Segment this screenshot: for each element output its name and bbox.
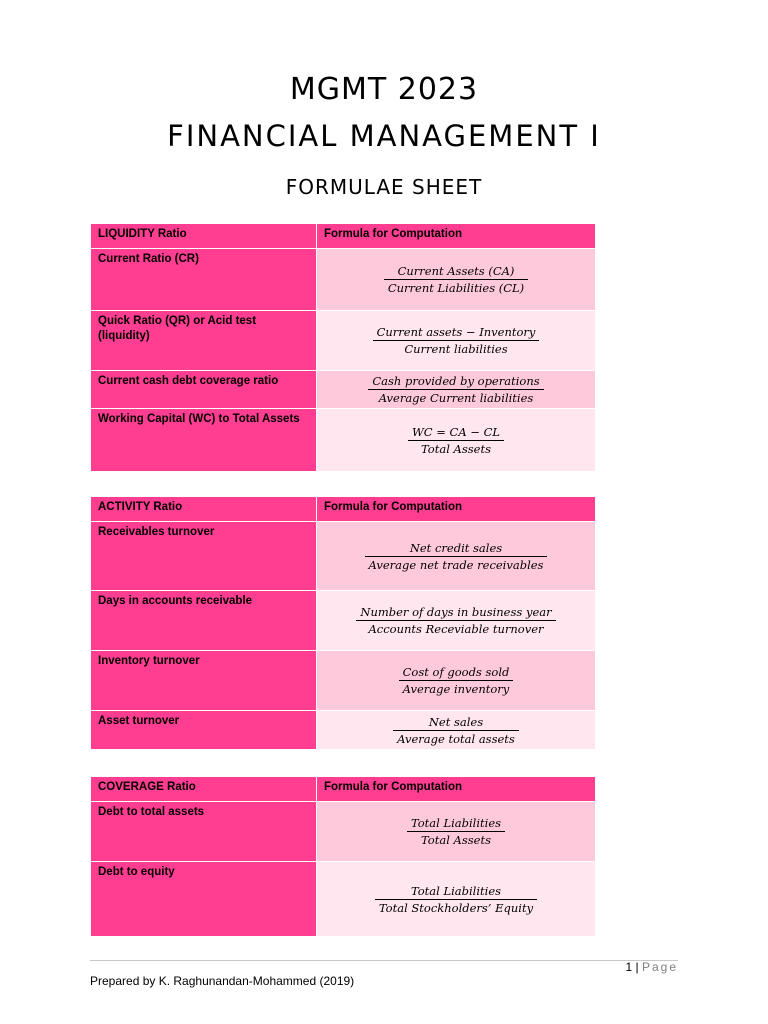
formula — [407, 816, 505, 847]
header-formula: Formula for Computation — [317, 497, 596, 522]
table-row — [91, 862, 596, 937]
formula-cell — [317, 802, 596, 862]
formula-denominator: Total Assets — [421, 833, 491, 847]
prepared-by: Prepared by K. Raghunandan-Mohammed (2019) — [90, 974, 355, 988]
formula — [393, 715, 519, 746]
table-row — [91, 651, 596, 711]
ratio-name: Debt to equity — [91, 862, 317, 937]
table-row — [91, 711, 596, 750]
table-row — [91, 409, 596, 472]
table-row — [91, 802, 596, 862]
formula-cell — [317, 591, 596, 651]
table-row — [91, 311, 596, 371]
formula-denominator: Average inventory — [402, 682, 510, 696]
table-header-row — [91, 777, 596, 802]
table-row — [91, 522, 596, 591]
formula-denominator: Average total assets — [397, 731, 515, 746]
formula — [384, 264, 528, 295]
formula-cell — [317, 249, 596, 311]
formula-denominator: Average Current liabilities — [378, 391, 534, 405]
table-row — [91, 371, 596, 409]
formula-numerator: Current Assets (CA) — [384, 264, 528, 280]
ratio-name: Current Ratio (CR) — [91, 249, 317, 311]
table-row — [91, 591, 596, 651]
formula-cell — [317, 409, 596, 472]
ratio-name: Receivables turnover — [91, 522, 317, 591]
footer-divider — [90, 960, 678, 961]
formula-numerator: Cost of goods sold — [399, 665, 514, 681]
header-formula: Formula for Computation — [317, 777, 596, 802]
table-header-row — [91, 224, 596, 249]
ratio-name: Debt to total assets — [91, 802, 317, 862]
formula — [375, 884, 537, 915]
table-header-row — [91, 497, 596, 522]
header-ratio: ACTIVITY Ratio — [91, 497, 317, 522]
table-row — [91, 249, 596, 311]
ratio-name: Asset turnover — [91, 711, 317, 750]
header-formula: Formula for Computation — [317, 224, 596, 249]
page-number — [612, 960, 678, 974]
course-title: FINANCIAL MANAGEMENT I — [167, 119, 601, 153]
formula-numerator: Total Liabilities — [407, 816, 505, 832]
ratio-name: Inventory turnover — [91, 651, 317, 711]
liquidity-table — [90, 223, 596, 472]
page-number-value: 1 — [625, 960, 633, 974]
formula-cell — [317, 311, 596, 371]
formula — [368, 374, 543, 405]
formula-numerator: Net sales — [393, 715, 519, 731]
formula-denominator: Current liabilities — [404, 342, 508, 356]
formula — [399, 665, 514, 696]
formula-denominator: Total Stockholders’ Equity — [378, 900, 534, 915]
formula-cell — [317, 371, 596, 409]
title-block — [0, 68, 768, 202]
header-ratio: LIQUIDITY Ratio — [91, 224, 317, 249]
formula-numerator: Total Liabilities — [375, 884, 537, 900]
formula-numerator: Current assets − Inventory — [373, 325, 540, 341]
activity-table — [90, 496, 596, 750]
formula-denominator: Average net trade receivables — [368, 557, 544, 572]
course-code: MGMT 2023 — [289, 72, 479, 107]
ratio-name: Days in accounts receivable — [91, 591, 317, 651]
formula-numerator: Cash provided by operations — [368, 374, 543, 390]
formula-denominator: Accounts Receviable turnover — [368, 622, 544, 636]
formula-numerator: Number of days in business year — [356, 605, 555, 621]
formula — [356, 605, 555, 636]
formula-numerator: WC = CA − CL — [408, 425, 504, 441]
coverage-table — [90, 776, 596, 937]
ratio-name: Quick Ratio (QR) or Acid test (liquidity) — [91, 311, 317, 371]
ratio-name: Current cash debt coverage ratio — [91, 371, 317, 409]
ratio-name: Working Capital (WC) to Total Assets — [91, 409, 317, 472]
formula — [373, 325, 540, 356]
sheet-subtitle: FORMULAE SHEET — [285, 175, 483, 199]
formula-cell — [317, 862, 596, 937]
formula-cell — [317, 651, 596, 711]
formula-denominator: Total Assets — [421, 441, 491, 456]
formula-denominator: Current Liabilities (CL) — [387, 281, 525, 295]
header-ratio: COVERAGE Ratio — [91, 777, 317, 802]
page-label: Page — [641, 960, 678, 974]
formula-numerator: Net credit sales — [365, 541, 548, 557]
page-separator: | — [635, 960, 639, 974]
formula-cell — [317, 711, 596, 750]
formula — [408, 425, 504, 456]
formula-cell — [317, 522, 596, 591]
formula — [365, 541, 548, 572]
